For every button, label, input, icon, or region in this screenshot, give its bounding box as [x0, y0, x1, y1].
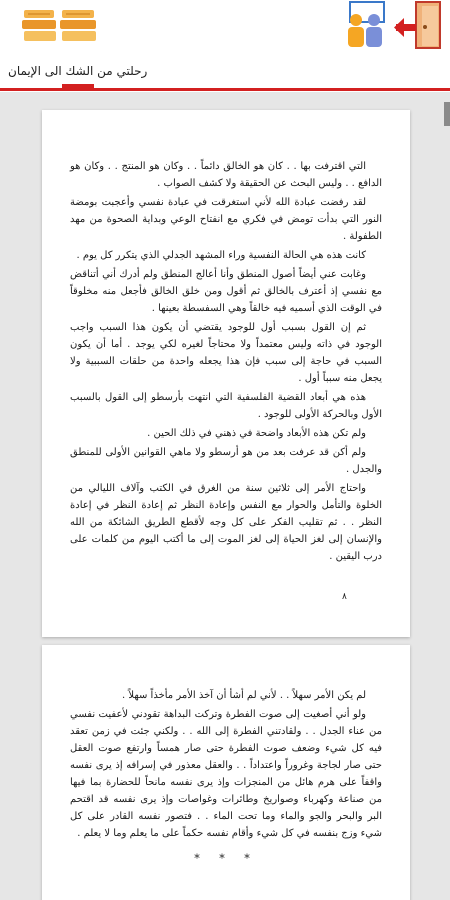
people-icon[interactable] [336, 0, 391, 50]
paragraph: ولم تكن هذه الأبعاد واضحة في ذهني في ذلك الحين . [147, 428, 366, 439]
paragraph: ولم أكن قد عرفت بعد من هو أرسطو ولا ماهي القوانين الأولى للمنطق والجدل . [70, 447, 382, 475]
stacked-books-logo-icon [20, 6, 100, 46]
paragraph: وغابت عني أيضاً أصول المنطق وأنا أعالج المنطق ولم أدرك أني أتناقض مع نفسي إذ أعترف بالخالق ثم أقول ومن خلق الخالق فأجعل منه مخلوقاً في الوقت الذي أسميه فيه خالقاً وهي السفسطة بعينها . [70, 269, 382, 314]
paragraph: هذه هي أبعاد القضية الفلسفية التي انتهت بأرسطو إلى القول بالسبب الأول وبالحركة الأولى للوجود . [70, 392, 382, 420]
paragraph: ثم إن القول بسبب أول للوجود يقتضي أن يكون هذا السبب واجب الوجود في ذاته وليس معتمداً ولا محتاجاً لغيره لكي يوجد . أما أن يكون السبب في حاجة إلى سبب فإن هذا يجعله واحدة من حلقات السببية ولا يجعل منه سبباً أول . [70, 322, 382, 384]
exit-door-icon[interactable] [392, 0, 446, 50]
title-divider [0, 88, 450, 91]
page-number: ٨ [342, 592, 347, 602]
book-title: رحلتي من الشك الى الإيمان [8, 64, 148, 78]
paragraph: ولو أني أصغيت إلى صوت الفطرة وتركت البداهة تقودني لأعفيت نفسي من عناء الجدل . . ولقادتني الفطرة إلى الله . . ولكني جئت في زمن تعقد فيه كل شيء وضعف صوت الفطرة حتى صار همساً وارتفع صوت العقل حتى صار لجاجة وغروراً واعتداداً . . والعقل معذور في إسرافه إذ يرى نفسه واقفاً على هرم هائل من المنجزات وإذ يرى نفسه مانحاً للحضارة بما فيها من صناعة وكهرباء وصواريخ وطائرات وغواصات وإذ يرى نفسه قد اقتحم البر والبحر والجو والماء وما تحت الماء . . فتصور نفسه القادر على كل شيء وزج بنفسه في كل شيء وأقام نفسه حكماً على ما يعلم وما لا يعلم . [70, 709, 382, 839]
toolbar [336, 0, 446, 50]
section-divider: * * * [194, 852, 258, 865]
paragraph: لم يكن الأمر سهلاً . . لأني لم أشأ أن آخذ الأمر مأخذاً سهلاً . [122, 690, 366, 701]
page-text [70, 158, 382, 567]
paragraph: لقد رفضت عبادة الله لأني استغرقت في عبادة نفسي وأعجبت بومضة النور التي بدأت تومض في فكري مع انفتاح الوعي وبداية الصحوة من مهد الطفولة . [70, 197, 382, 242]
book-page [42, 110, 410, 637]
app-header [0, 0, 450, 50]
page-text [70, 687, 382, 867]
paragraph: واحتاج الأمر إلى ثلاثين سنة من الغرق في الكتب وآلاف الليالي من الخلوة والتأمل والحوار مع النفس وإعادة النظر ثم إعادة النظر في إعادة النظر . . ثم تقليب الفكر على كل وجه لأقطع الطريق الشائكة من الله والإنسان إلى لغز الحياة إلى لغز الموت إلى ما أكتب اليوم من كلمات على درب اليقين . [70, 483, 382, 562]
paragraph: كانت هذه هي الحالة النفسية وراء المشهد الجدلي الذي يتكرر كل يوم . [76, 250, 366, 261]
paragraph: التي اقترفت بها . . كان هو الخالق دائماً . . وكان هو المنتج . . وكان هو الدافع . . وليس البحث عن الحقيقة ولا كشف الصواب . [70, 161, 382, 189]
book-page [42, 645, 410, 900]
scrollbar-thumb[interactable] [444, 102, 450, 126]
